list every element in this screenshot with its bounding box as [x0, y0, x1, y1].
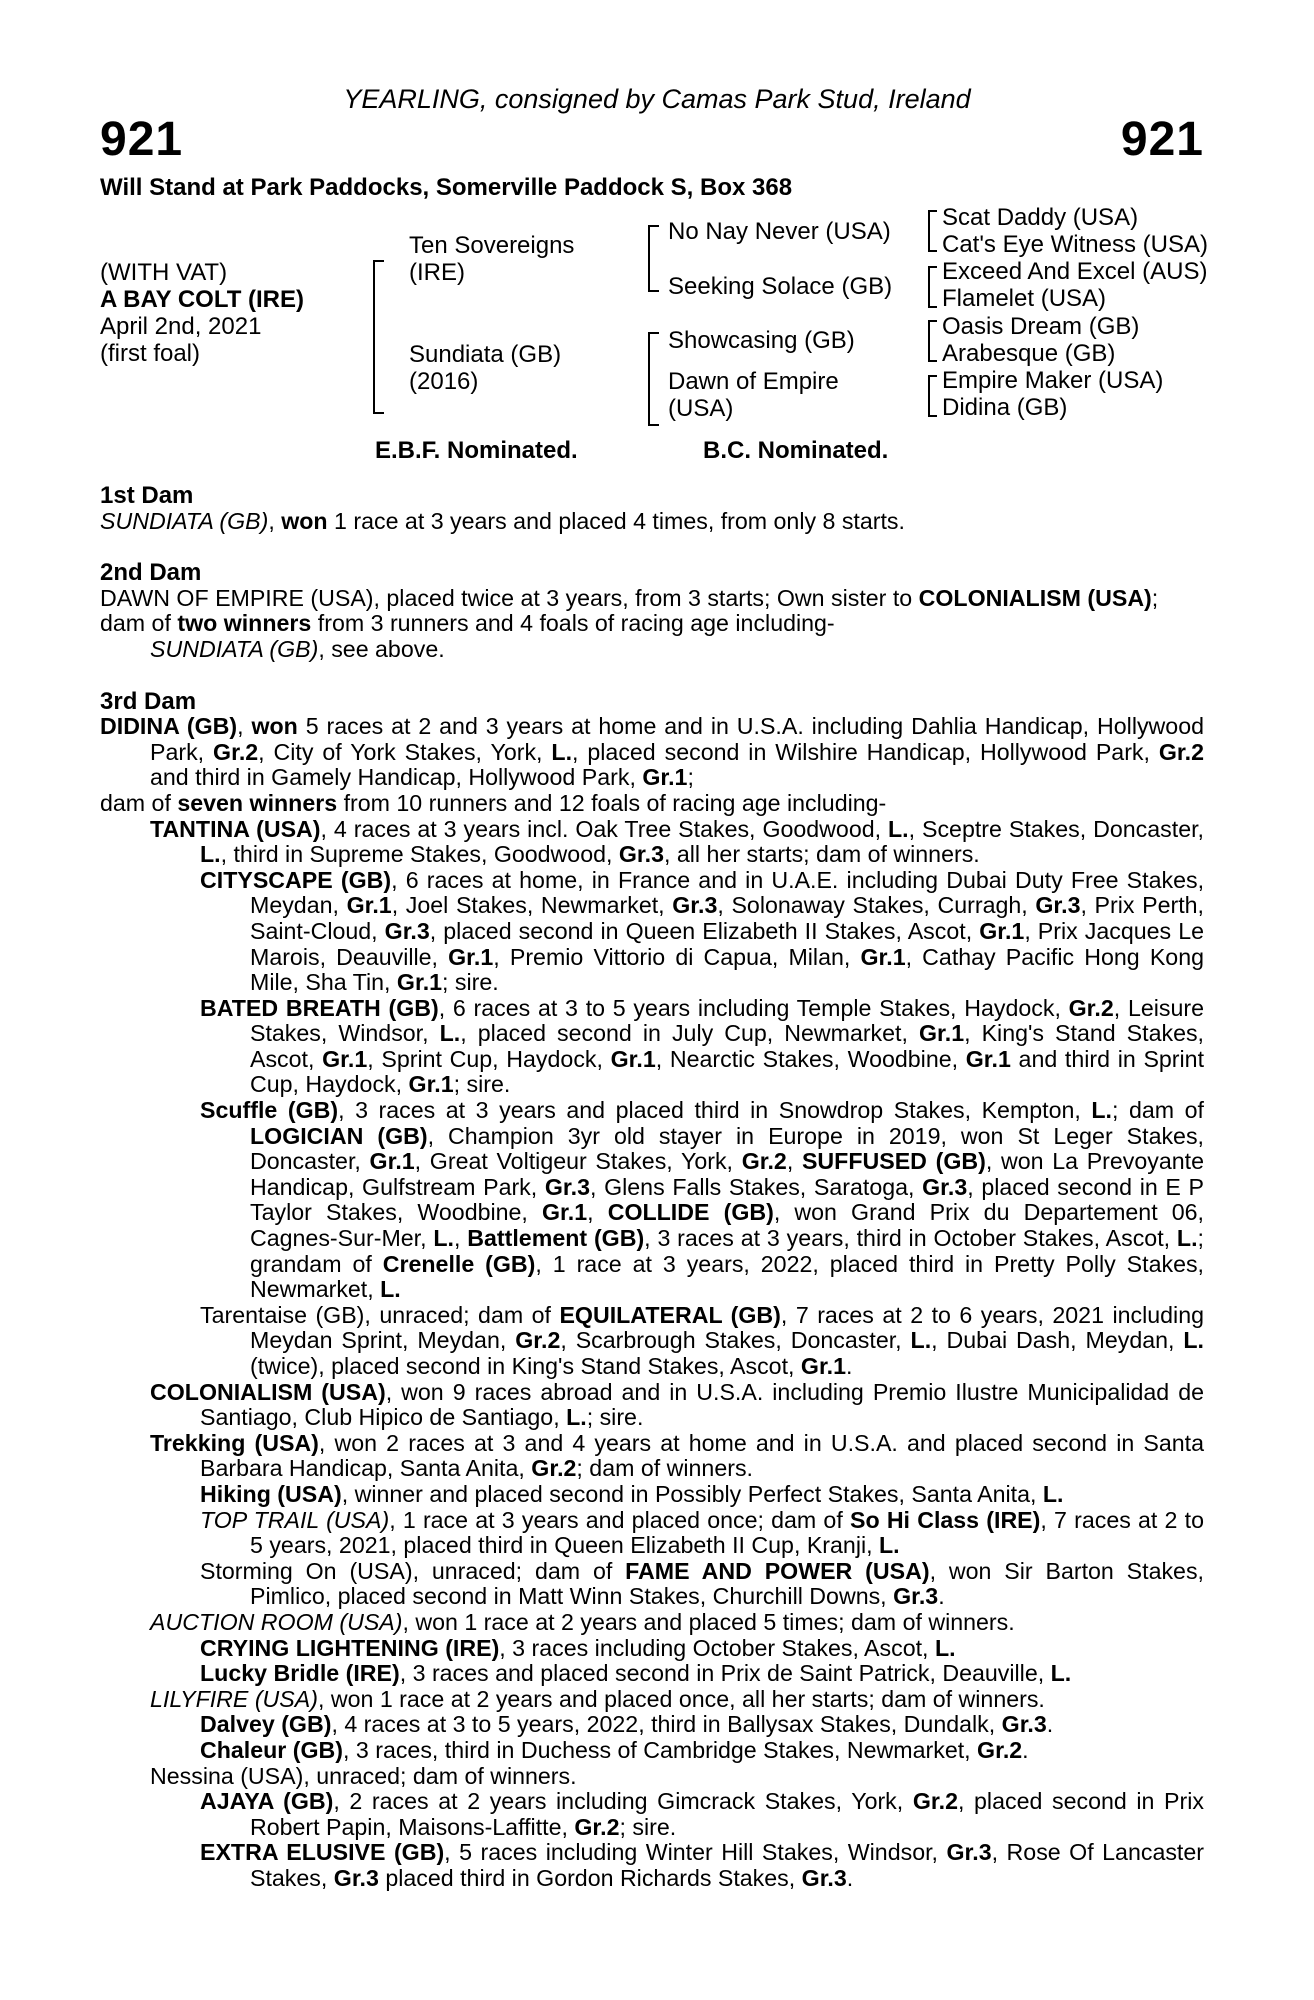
pedigree-sire-sire: No Nay Never (USA)	[668, 218, 891, 245]
third-dam-produce: dam of seven winners from 10 runners and 12 foals of racing age including-	[100, 789, 887, 816]
entry-lilyfire: LILYFIRE (USA), won 1 race at 2 years and placed once, all her starts; dam of winners.	[150, 1685, 1045, 1712]
pedigree-g3: Exceed And Excel (AUS)	[942, 258, 1208, 285]
pedigree-brace-6	[928, 320, 937, 362]
entry-extra-elusive: EXTRA ELUSIVE (GB), 5 races including Winter Hill Stakes, Windsor, Gr.3, Rose Of Lancaster Stakes, Gr.3 placed third in Gordon Richards Stakes, Gr.3.	[200, 1839, 1204, 1891]
pedigree-brace-1	[373, 260, 384, 414]
first-dam-record: SUNDIATA (GB), won 1 race at 3 years and placed 4 times, from only 8 starts.	[100, 507, 905, 534]
pedigree-brace-3	[648, 332, 659, 426]
horse-name: A BAY COLT (IRE)	[100, 286, 305, 313]
pedigree-dam-dam-country: (USA)	[668, 395, 734, 422]
horse-note: (first foal)	[100, 340, 201, 367]
pedigree-brace-5	[928, 266, 937, 308]
entry-auction-room: AUCTION ROOM (USA), won 1 race at 2 years and placed 5 times; dam of winners.	[150, 1608, 1015, 1635]
entry-top-trail: TOP TRAIL (USA), 1 race at 3 years and placed once; dam of So Hi Class (IRE), 7 races at 2 to 5 years, 2021, placed third in Queen Elizabeth II Cup, Kranji, L.	[200, 1506, 1204, 1559]
pedigree-g8: Didina (GB)	[942, 394, 1068, 421]
ebf-nominated: E.B.F. Nominated.	[375, 437, 578, 464]
entry-storming-on: Storming On (USA), unraced; dam of FAME AND POWER (USA), won Sir Barton Stakes, Pimlico, placed second in Matt Winn Stakes, Churchill Downs, Gr.3.	[200, 1557, 1204, 1610]
pedigree-dam-year: (2016)	[409, 368, 479, 395]
entry-tantina: TANTINA (USA), 4 races at 3 years incl. Oak Tree Stakes, Goodwood, L., Sceptre Stakes, Doncaster, L., third in Supreme Stakes, Goodwood, Gr.3, all her starts; dam of winners.	[150, 815, 1204, 868]
pedigree-brace-2	[648, 225, 659, 292]
entry-scuffle: Scuffle (GB), 3 races at 3 years and placed third in Snowdrop Stakes, Kempton, L.; dam of LOGICIAN (GB), Champion 3yr old stayer in Europe in 2019, won St Leger Stakes, Doncaster, Gr.1, Great Voltigeur Stakes, York, Gr.2, SUFFUSED (GB), won La Prevoyante Handicap, Gulfstream Park, Gr.3, Glens Falls Stakes, Saratoga, Gr.3, placed second in E P Taylor Stakes, Woodbine, Gr.1, COLLIDE (GB), won Grand Prix du Departement 06, Cagnes-Sur-Mer, L., Battlement (GB), 3 races at 3 years, third in October Stakes, Ascot, L.; grandam of Crenelle (GB), 1 race at 3 years, 2022, placed third in Pretty Polly Stakes, Newmarket, L.	[200, 1097, 1205, 1303]
horse-vat: (WITH VAT)	[100, 259, 228, 286]
entry-dalvey: Dalvey (GB), 4 races at 3 to 5 years, 2022, third in Ballysax Stakes, Dundalk, Gr.3.	[200, 1711, 1054, 1738]
pedigree-dam-dam: Dawn of Empire	[668, 368, 839, 395]
entry-tarentaise: Tarentaise (GB), unraced; dam of EQUILATERAL (GB), 7 races at 2 to 6 years, 2021 including Meydan Sprint, Meydan, Gr.2, Scarbrough Stakes, Doncaster, L., Dubai Dash, Meydan, L. (twice), placed second in King's Stand Stakes, Ascot, Gr.1.	[200, 1301, 1204, 1379]
consignment-header: YEARLING, consigned by Camas Park Stud, Ireland	[343, 84, 971, 114]
pedigree-g4: Flamelet (USA)	[942, 285, 1107, 312]
entry-ajaya: AJAYA (GB), 2 races at 2 years including Gimcrack Stakes, York, Gr.2, placed second in Prix Robert Papin, Maisons-Laffitte, Gr.2; sire.	[200, 1788, 1204, 1840]
pedigree-g1: Scat Daddy (USA)	[942, 204, 1139, 231]
third-dam-record: DIDINA (GB), won 5 races at 2 and 3 years at home and in U.S.A. including Dahlia Handicap, Hollywood Park, Gr.2, City of York Stakes, York, L., placed second in Wilshire Handicap, Hollywood Park, Gr.2 and third in Gamely Handicap, Hollywood Park, Gr.1;	[100, 713, 1204, 791]
lot-number-left: 921	[100, 113, 184, 166]
pedigree-sire-country: (IRE)	[409, 259, 465, 286]
pedigree-g5: Oasis Dream (GB)	[942, 313, 1140, 340]
first-dam-heading: 1st Dam	[100, 482, 194, 509]
stand-location: Will Stand at Park Paddocks, Somerville Paddock S, Box 368	[100, 174, 793, 201]
second-dam-foal: SUNDIATA (GB), see above.	[150, 635, 445, 662]
pedigree-dam: Sundiata (GB)	[409, 341, 562, 368]
entry-lucky-bridle: Lucky Bridle (IRE), 3 races and placed second in Prix de Saint Patrick, Deauville, L.	[200, 1660, 1072, 1687]
pedigree-g6: Arabesque (GB)	[942, 340, 1116, 367]
entry-trekking: Trekking (USA), won 2 races at 3 and 4 years at home and in U.S.A. and placed second in Santa Barbara Handicap, Santa Anita, Gr.2; dam of winners.	[150, 1429, 1204, 1482]
pedigree-g2: Cat's Eye Witness (USA)	[942, 231, 1208, 258]
entry-hiking: Hiking (USA), winner and placed second in Possibly Perfect Stakes, Santa Anita, L.	[200, 1480, 1064, 1507]
second-dam-produce: dam of two winners from 3 runners and 4 foals of racing age including-	[100, 610, 835, 637]
third-dam-heading: 3rd Dam	[100, 687, 197, 715]
entry-bated-breath: BATED BREATH (GB), 6 races at 3 to 5 years including Temple Stakes, Haydock, Gr.2, Leisure Stakes, Windsor, L., placed second in July Cup, Newmarket, Gr.1, King's Stand Stakes, Ascot, Gr.1, Sprint Cup, Haydock, Gr.1, Nearctic Stakes, Woodbine, Gr.1 and third in Sprint Cup, Haydock, Gr.1; sire.	[200, 994, 1205, 1098]
horse-foaled: April 2nd, 2021	[100, 313, 262, 340]
pedigree-sire-dam: Seeking Solace (GB)	[668, 273, 893, 300]
second-dam-record: DAWN OF EMPIRE (USA), placed twice at 3 years, from 3 starts; Own sister to COLONIALISM (USA);	[100, 584, 1159, 611]
produce-record	[100, 483, 1204, 1891]
entry-nessina: Nessina (USA), unraced; dam of winners.	[150, 1762, 577, 1789]
second-dam-heading: 2nd Dam	[100, 559, 202, 587]
entry-cityscape: CITYSCAPE (GB), 6 races at home, in France and in U.A.E. including Dubai Duty Free Stakes, Meydan, Gr.1, Joel Stakes, Newmarket, Gr.3, Solonaway Stakes, Curragh, Gr.3, Prix Perth, Saint-Cloud, Gr.3, placed second in Queen Elizabeth II Stakes, Ascot, Gr.1, Prix Jacques Le Marois, Deauville, Gr.1, Premio Vittorio di Capua, Milan, Gr.1, Cathay Pacific Hong Kong Mile, Sha Tin, Gr.1; sire.	[200, 866, 1205, 996]
pedigree-brace-4	[928, 210, 937, 252]
pedigree-dam-sire: Showcasing (GB)	[668, 327, 855, 354]
pedigree-brace-7	[928, 375, 937, 417]
pedigree-sire: Ten Sovereigns	[409, 232, 575, 259]
bc-nominated: B.C. Nominated.	[703, 437, 889, 464]
entry-crying-lightening: CRYING LIGHTENING (IRE), 3 races including October Stakes, Ascot, L.	[200, 1634, 956, 1661]
entry-chaleur: Chaleur (GB), 3 races, third in Duchess of Cambridge Stakes, Newmarket, Gr.2.	[200, 1736, 1029, 1763]
entry-colonialism: COLONIALISM (USA), won 9 races abroad and in U.S.A. including Premio Ilustre Municipalidad de Santiago, Club Hipico de Santiago, L.; sire.	[150, 1378, 1204, 1431]
lot-number-right: 921	[1120, 113, 1204, 166]
pedigree-g7: Empire Maker (USA)	[942, 367, 1164, 394]
